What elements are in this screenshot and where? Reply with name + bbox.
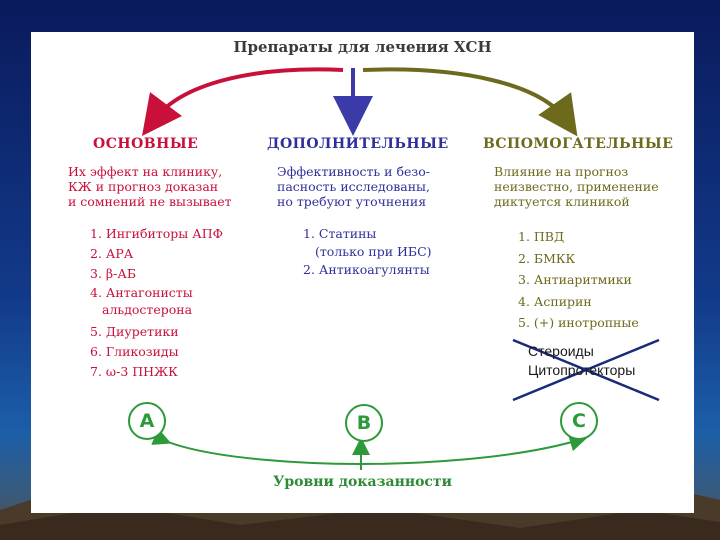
evidence-level-c-circle: C — [560, 402, 598, 440]
list-item: альдостерона — [102, 302, 193, 317]
description-basic: Их эффект на клинику, КЖ и прогноз доказан и сомнений не вызывает — [68, 164, 232, 209]
header-basic: ОСНОВНЫЕ — [93, 136, 199, 152]
diagram-title: Препараты для лечения ХСН — [233, 38, 492, 56]
list-item: 2. БМКК — [518, 250, 576, 266]
list-item: 5. (+) инотропные — [518, 315, 639, 330]
evidence-label: Уровни доказанности — [273, 474, 452, 490]
list-item: 3. Антиаритмики — [518, 272, 632, 287]
list-item: 1. ПВД — [518, 229, 565, 244]
list-item: (только при ИБС) — [315, 244, 432, 259]
list-auxiliary — [518, 226, 639, 334]
arrow-to-basic — [154, 69, 343, 120]
description-auxiliary: Влияние на прогноз неизвестно, применение диктуется клиникой — [494, 164, 659, 209]
crossed-item: Стероиды — [528, 343, 594, 359]
list-item: 3. β-АБ — [90, 266, 137, 281]
crossed-out-list — [528, 342, 635, 380]
list-item: 7. ω-3 ПНЖК — [90, 364, 178, 379]
arrow-to-auxiliary — [363, 69, 566, 120]
evidence-level-b-circle: B — [345, 404, 383, 442]
header-additional: ДОПОЛНИТЕЛЬНЫЕ — [267, 136, 449, 152]
diagram-card — [31, 32, 694, 513]
evidence-level-a-circle: A — [128, 402, 166, 440]
list-item: 2. АРА — [90, 246, 134, 261]
list-item: 2. Антикоагулянты — [303, 262, 430, 277]
header-auxiliary: ВСПОМОГАТЕЛЬНЫЕ — [483, 136, 674, 152]
list-item: 6. Гликозиды — [90, 344, 179, 359]
list-item: 5. Диуретики — [90, 324, 179, 339]
crossed-item: Цитопротекторы — [528, 362, 636, 378]
list-item: 4. Аспирин — [518, 293, 592, 309]
list-item: 4. Антагонисты — [90, 285, 193, 300]
list-basic — [90, 224, 223, 382]
list-item: 1. Статины — [303, 226, 377, 241]
description-additional: Эффективность и безо- пасность исследованы, но требуют уточнения — [277, 164, 430, 209]
list-additional — [303, 225, 432, 279]
list-item: 1. Ингибиторы АПФ — [90, 226, 223, 241]
evidence-bracket — [163, 440, 579, 464]
